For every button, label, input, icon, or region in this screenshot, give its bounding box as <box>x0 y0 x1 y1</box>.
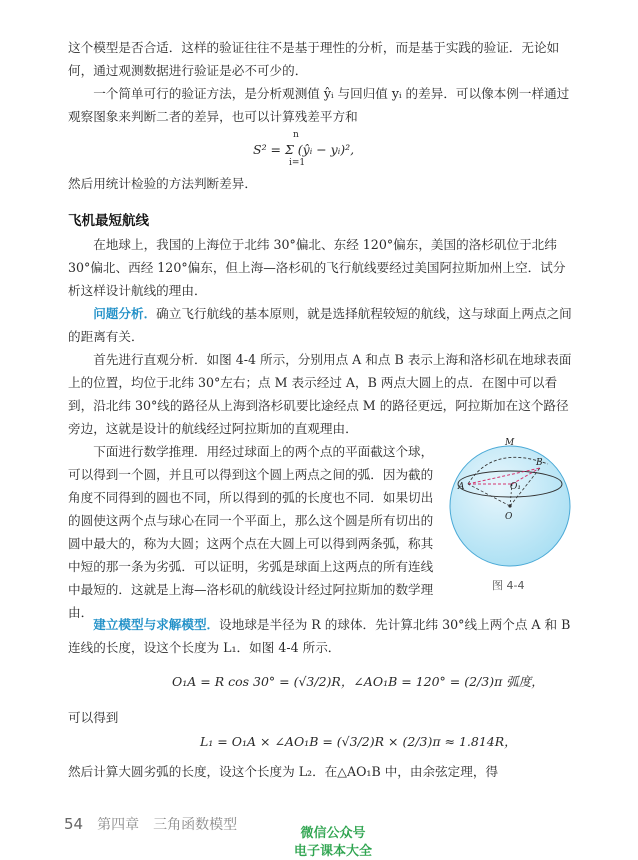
paragraph-statistical-test: 然后用统计检验的方法判断差异． <box>68 176 257 191</box>
paragraph-model-building <box>68 613 576 659</box>
section-title: 飞机最短航线 <box>68 213 149 229</box>
figure-caption: 图 4-4 <box>492 579 525 592</box>
label-a: A <box>458 482 465 492</box>
page-footer <box>64 814 237 834</box>
equation-o1a: O₁A = R cos 30° = (√3/2)R，∠AO₁B = 120° = (2/3)π 弧度， <box>172 674 544 689</box>
formula-residual-sum <box>253 142 354 157</box>
formula-sum-upper: n <box>293 130 299 140</box>
figure-sphere <box>448 434 576 574</box>
equation-l1: L₁ = O₁A × ∠AO₁B = (√3/2)R × (2/3)π ≈ 1.814R， <box>200 734 517 749</box>
paragraph-model-check: 这个模型是否合适．这样的验证往往不是基于理性的分析，而是基于实践的验证．无论如何，通过观测数据进行验证是必不可少的． <box>68 40 560 78</box>
label-m: M <box>505 438 515 448</box>
lead-problem-analysis: 问题分析． <box>93 306 157 321</box>
paragraph-problem-analysis <box>68 302 576 348</box>
label-o: O <box>505 512 513 522</box>
paragraph-intuitive-analysis: 首先进行直观分析．如图 4-4 所示，分别用点 A 和点 B 表示上海和洛杉矶在地球表面上的位置，均位于北纬 30°左右；点 M 表示经过 A，B 两点大圆上的点．在图中可以看到，沿北纬 30°线的路径从上海到洛杉矶要比途经点 M 的路径更远，阿拉斯加在这个路径旁边，这就是设计的航线经过阿拉斯加的直观理由． <box>68 352 572 436</box>
paragraph-great-circle: 然后计算大圆劣弧的长度，设这个长度为 L₂．在△AO₁B 中，由余弦定理，得 <box>68 764 499 779</box>
label-o1: O₁ <box>510 482 521 492</box>
paragraph-problem-statement: 在地球上，我国的上海位于北纬 30°偏北、东经 120°偏东，美国的洛杉矶位于北纬 30°偏北、西经 120°偏东，但上海—洛杉矶的飞行航线要经过美国阿拉斯加州上空．试分析这样设计航线的理由． <box>68 237 566 298</box>
paragraph-obtain: 可以得到 <box>68 710 119 725</box>
paragraph-math-reasoning: 下面进行数学推理．用经过球面上的两个点的平面截这个球，可以得到一个圆，并且可以得到这个圆上两点之间的弧．因为截的角度不同得到的圆也不同，所以得到的弧的长度也不同．如果切出的圆使这两个点与球心在同一个平面上，那么这个圆是所有切出的圆中最大的，称为大圆；这两个点在大圆上可以得到两条弧，称其中短的那一条为劣弧．可以证明，劣弧是球面上这两点的所有连线中最短的．这就是上海—洛杉矶的航线设计经过阿拉斯加的数学理由． <box>68 444 434 620</box>
page-number: 54 <box>64 815 84 833</box>
paragraph-verification-method: 一个简单可行的验证方法，是分析观测值 ŷᵢ 与回归值 yᵢ 的差异．可以像本例一样通过观察图象来判断二者的差异，也可以计算残差平方和 <box>68 86 570 124</box>
chapter-label: 第四章 三角函数模型 <box>97 817 238 833</box>
model-building-text: 设地球是半径为 R 的球体．先计算北纬 30°线上两个点 A 和 B 连线的长度，设这个长度为 L₁．如图 4-4 所示． <box>68 617 571 655</box>
formula-sum-lower: i=1 <box>289 158 306 168</box>
formula-text: S² = Σ (ŷᵢ − yᵢ)², <box>253 142 355 157</box>
watermark-line-1: 微信公众号 <box>300 826 366 841</box>
watermark-line-2: 电子课本大全 <box>293 844 372 859</box>
lead-model-building: 建立模型与求解模型． <box>93 617 220 632</box>
point-o <box>508 504 511 507</box>
label-b: B <box>536 458 543 468</box>
problem-analysis-text: 确立飞行航线的基本原则，就是选择航程较短的航线，这与球面上两点之间的距离有关． <box>68 306 572 344</box>
